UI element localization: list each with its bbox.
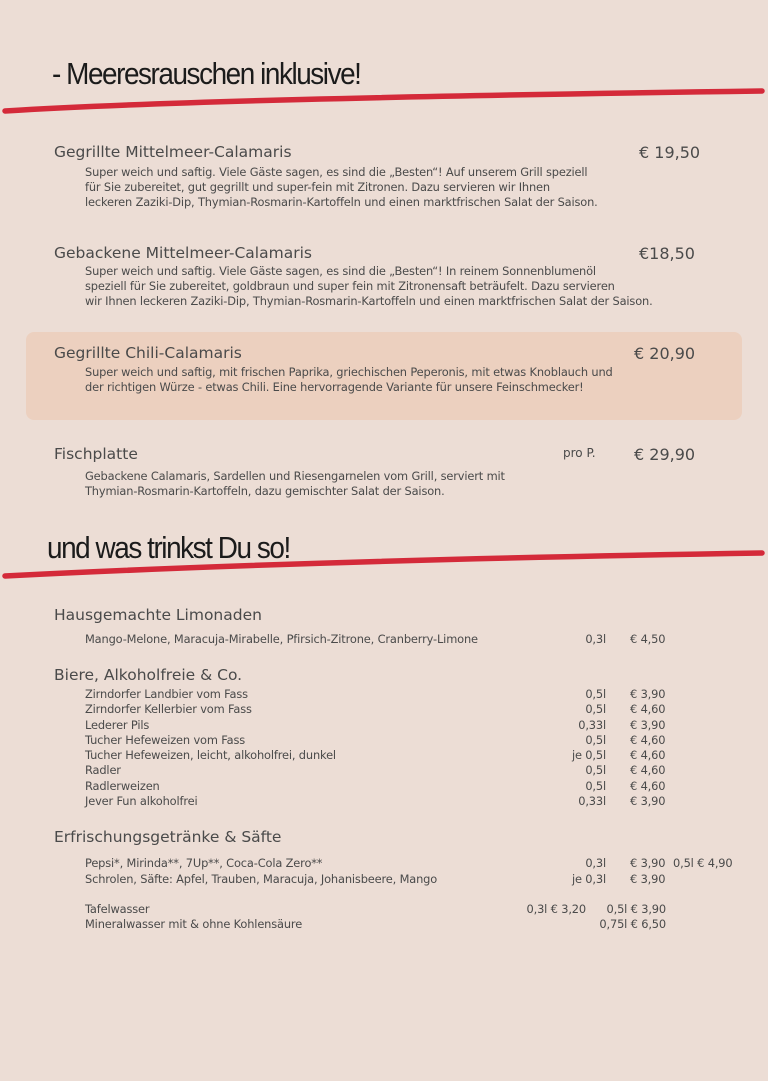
drink-volume: 0,5l [585, 763, 606, 778]
dish-price: € 19,50 [639, 143, 701, 162]
drink-name: Jever Fun alkoholfrei [85, 794, 198, 809]
dish-price: € 29,90 [634, 445, 696, 464]
drink-name: Lederer Pils [85, 717, 150, 732]
dish-price: €18,50 [639, 244, 695, 263]
dish-price: € 20,90 [634, 344, 696, 363]
drink-volume: je 0,5l [571, 748, 606, 763]
dish-description: Super weich und saftig, mit frischen Paprika, griechischen Peperonis, mit etwas Knoblauch und der richtigen Würze - etwas Chili. Eine hervorragende Variante für unsere Feinschmecker! [85, 365, 613, 394]
drink-price: € 4,50 [630, 632, 666, 646]
drink-price: € 3,90 [630, 794, 666, 809]
drink-name: Zirndorfer Landbier vom Fass [85, 687, 248, 701]
drink-name: Zirndorfer Kellerbier vom Fass [85, 702, 252, 717]
drink-name: Mineralwasser mit & ohne Kohlensäure [85, 917, 303, 931]
drink-price: € 4,60 [630, 732, 666, 747]
drink-price-extra: 0,5l € 4,90 [673, 856, 733, 870]
drink-name: Radlerweizen [85, 778, 160, 793]
drink-volume: 0,33l [578, 794, 606, 809]
dish-name: Gegrillte Mittelmeer-Calamaris [54, 143, 292, 161]
section-title-drinks: und was trinkst Du so! [47, 530, 290, 565]
dish-name: Gebackene Mittelmeer-Calamaris [54, 244, 312, 262]
drink-volume: 0,33l [578, 717, 606, 732]
dish-name: Gegrillte Chili-Calamaris [54, 344, 242, 362]
drink-name: Radler [85, 763, 121, 778]
drink-volume: 0,5l [585, 687, 606, 701]
drink-price: € 3,90 [630, 717, 666, 732]
drink-volume: 0,5l [585, 778, 606, 793]
drink-list-names [85, 687, 385, 809]
drink-price: € 3,90 [630, 687, 666, 701]
drink-name: Mango-Melone, Maracuja-Mirabelle, Pfirsich-Zitrone, Cranberry-Limone [85, 632, 478, 646]
drink-name: Pepsi*, Mirinda**, 7Up**, Coca-Cola Zero** [85, 856, 323, 870]
drink-size-price: 0,3l € 3,20 [526, 902, 586, 916]
drink-price: € 3,90 [630, 856, 666, 870]
drink-section-title: Biere, Alkoholfreie & Co. [54, 666, 243, 684]
section-title-seafood: - Meeresrauschen inklusive! [52, 56, 361, 91]
drink-list-volumes [540, 687, 606, 809]
drink-name: Tucher Hefeweizen, leicht, alkoholfrei, dunkel [85, 748, 336, 763]
drink-volume: 0,5l [585, 732, 606, 747]
drink-volume: 0,5l [585, 702, 606, 717]
red-brush-divider [0, 540, 768, 580]
drink-price: € 4,60 [630, 763, 666, 778]
dish-description: Super weich und saftig. Viele Gäste sagen, es sind die „Besten“! In reinem Sonnenblumenöl speziell für Sie zubereitet, goldbraun und super fein mit Zitronensaft beträufelt. Dazu servieren wir Ihnen leckeren Zaziki-Dip, Thymian-Rosmarin-Kartoffeln und einen marktfrischen Salat der Saison. [85, 264, 653, 308]
drink-size-price: 0,75l € 6,50 [599, 917, 666, 931]
dish-description: Gebackene Calamaris, Sardellen und Riesengarnelen vom Grill, serviert mit Thymian-Rosmarin-Kartoffeln, dazu gemischter Salat der Saison. [85, 469, 505, 498]
drink-list-prices [630, 687, 665, 809]
drink-price: € 4,60 [630, 748, 666, 763]
drink-price: € 4,60 [630, 702, 666, 717]
drink-name: Tafelwasser [85, 902, 150, 916]
drink-section-title: Hausgemachte Limonaden [54, 606, 262, 624]
red-brush-divider [0, 82, 768, 122]
drink-volume: je 0,3l [571, 872, 606, 886]
price-note: pro P. [563, 446, 596, 460]
drink-volume: 0,3l [585, 856, 606, 870]
drink-size-price: 0,5l € 3,90 [606, 902, 666, 916]
drink-price: € 3,90 [630, 872, 666, 886]
drink-name: Tucher Hefeweizen vom Fass [85, 732, 246, 747]
drink-price: € 4,60 [630, 778, 666, 793]
dish-description: Super weich und saftig. Viele Gäste sagen, es sind die „Besten“! Auf unserem Grill speziell für Sie zubereitet, gut gegrillt und super-fein mit Zitronen. Dazu servieren wir Ihnen leckeren Zaziki-Dip, Thymian-Rosmarin-Kartoffeln und einen marktfrischen Salat der Saison. [85, 165, 598, 209]
dish-name: Fischplatte [54, 445, 138, 463]
drink-name: Schrolen, Säfte: Apfel, Trauben, Maracuja, Johanisbeere, Mango [85, 872, 438, 886]
drink-volume: 0,3l [585, 632, 606, 646]
drink-section-title: Erfrischungsgetränke & Säfte [54, 828, 282, 846]
